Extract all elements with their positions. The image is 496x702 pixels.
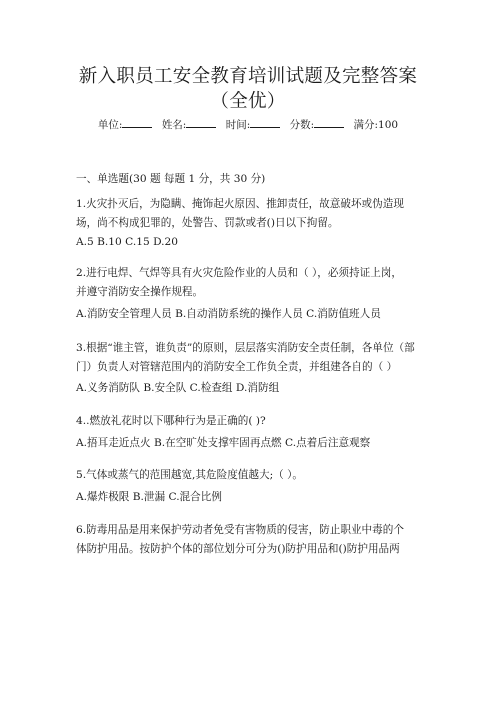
question-3-line-2: 门）负责人对管辖范围内的消防安全工作负全责，并组建各自的（ ）	[76, 361, 398, 373]
question-1-options: A.5 B.10 C.15 D.20	[76, 236, 179, 248]
name-label: 姓名:	[161, 119, 187, 131]
question-1-line-2: 场，尚不构成犯罪的，处警告、罚款或者()日以下拘留。	[76, 217, 339, 229]
document-title: 新入职员工安全教育培训试题及完整答案	[78, 66, 418, 87]
score-blank	[314, 117, 344, 128]
exam-info-line	[0, 117, 496, 133]
question-4-options: A.捂耳走近点火 B.在空旷处支撑牢固再点燃 C.点着后注意观察	[76, 437, 371, 449]
question-3-options: A.义务消防队 B.安全队 C.检查组 D.消防组	[76, 382, 280, 394]
question-1-line-1: 1.火灾扑灭后，为隐瞒、掩饰起火原因、推卸责任，故意破坏或伪造现	[76, 198, 404, 210]
question-3-line-1: 3.根据“谁主管，谁负责”的原则，层层落实消防安全责任制，各单位（部	[76, 342, 415, 354]
unit-blank	[122, 117, 152, 128]
question-6-line-1: 6.防毒用品是用来保护劳动者免受有害物质的侵害，防止职业中毒的个	[76, 524, 404, 536]
question-5-options: A.爆炸极限 B.泄漏 C.混合比例	[76, 491, 222, 503]
question-2-options: A.消防安全管理人员 B.自动消防系统的操作人员 C.消防值班人员	[76, 308, 381, 320]
time-field	[226, 119, 281, 131]
full-score: 满分:100	[353, 119, 399, 131]
question-5-line-1: 5.气体或蒸气的范围越宽,其危险度值越大;（ ）。	[76, 469, 303, 481]
question-2-line-2: 并遵守消防安全操作规程。	[76, 286, 204, 298]
time-label: 时间:	[225, 119, 251, 131]
name-blank	[186, 117, 216, 128]
time-blank	[250, 117, 280, 128]
document-subtitle: （全优）	[210, 91, 286, 112]
question-2-line-1: 2.进行电焊、气焊等具有火灾危险作业的人员和（ ），必须持证上岗，	[76, 267, 402, 279]
question-4-line-1: 4..燃放礼花时以下哪种行为是正确的( )?	[76, 415, 266, 427]
score-field	[290, 119, 345, 131]
section-heading: 一、单选题(30 题 每题 1 分，共 30 分)	[76, 173, 266, 185]
score-label: 分数:	[289, 119, 315, 131]
question-6-line-2: 体防护用品。按防护个体的部位划分可分为()防护用品和()防护用品两	[76, 543, 400, 555]
name-field	[162, 119, 217, 131]
unit-field	[98, 119, 153, 131]
unit-label: 单位:	[97, 119, 123, 131]
